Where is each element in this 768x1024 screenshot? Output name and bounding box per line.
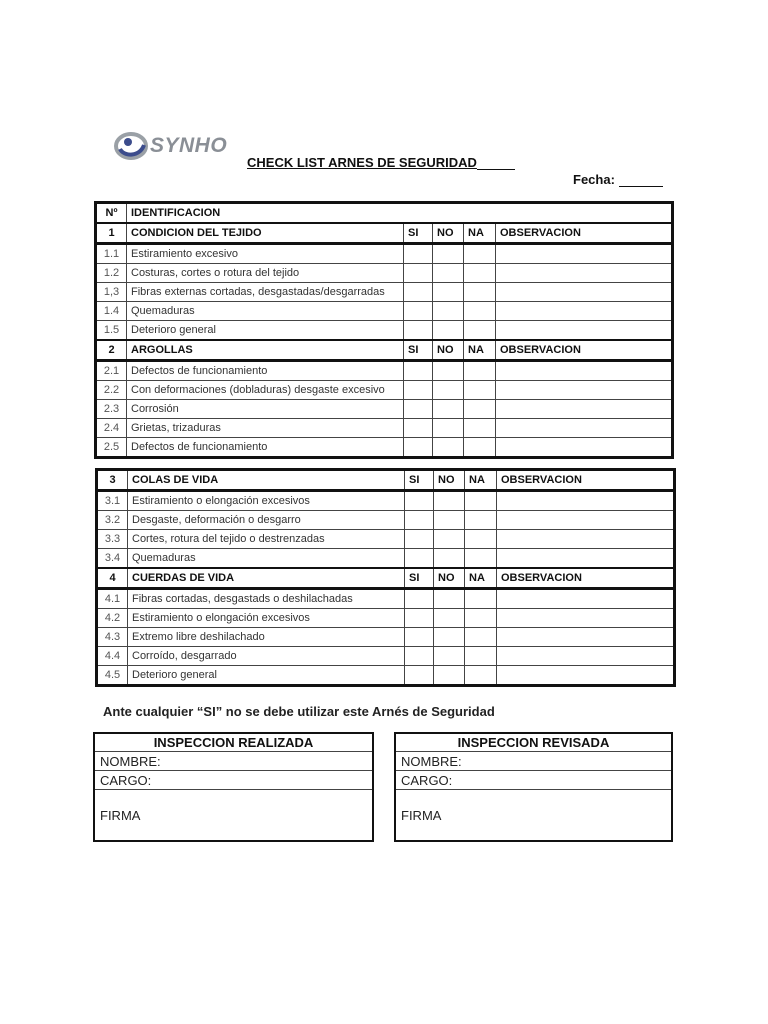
column-header-observacion: OBSERVACION: [497, 470, 675, 491]
item-number: 2.5: [96, 438, 127, 458]
item-description: Deterioro general: [127, 321, 404, 341]
item-no-cell[interactable]: [434, 666, 465, 686]
checklist-item-row: [96, 302, 673, 321]
item-no-cell[interactable]: [434, 589, 465, 609]
item-na-cell[interactable]: [465, 511, 497, 530]
checklist-item-row: [97, 589, 675, 609]
item-observation-cell[interactable]: [497, 647, 675, 666]
item-description: Corroído, desgarrado: [128, 647, 405, 666]
section-header-row: [96, 340, 673, 361]
section-number: 4: [97, 568, 128, 589]
brand-name: SYNHO: [150, 134, 228, 157]
item-no-cell[interactable]: [434, 628, 465, 647]
item-na-cell[interactable]: [464, 381, 496, 400]
checklist-item-row: [97, 666, 675, 686]
item-no-cell[interactable]: [433, 321, 464, 341]
item-si-cell[interactable]: [404, 438, 433, 458]
section-number: 2: [96, 340, 127, 361]
item-number: 1.5: [96, 321, 127, 341]
item-observation-cell[interactable]: [496, 302, 673, 321]
item-description: Quemaduras: [127, 302, 404, 321]
inspection-reviewed-title: INSPECCION REVISADA: [395, 733, 672, 752]
item-na-cell[interactable]: [464, 302, 496, 321]
column-header-no: NO: [434, 470, 465, 491]
checklist-item-row: [96, 321, 673, 341]
item-number: 4.3: [97, 628, 128, 647]
identification-row: [96, 203, 673, 224]
item-no-cell[interactable]: [434, 530, 465, 549]
checklist-item-row: [96, 244, 673, 264]
item-si-cell[interactable]: [404, 283, 433, 302]
item-observation-cell[interactable]: [496, 321, 673, 341]
item-si-cell[interactable]: [404, 264, 433, 283]
item-description: Deterioro general: [128, 666, 405, 686]
item-si-cell[interactable]: [405, 511, 434, 530]
page-title: CHECK LIST ARNES DE SEGURIDAD: [247, 155, 515, 170]
item-no-cell[interactable]: [433, 400, 464, 419]
item-no-cell[interactable]: [434, 491, 465, 511]
item-observation-cell[interactable]: [496, 400, 673, 419]
item-number: 1.2: [96, 264, 127, 283]
column-header-na: NA: [465, 470, 497, 491]
item-si-cell[interactable]: [404, 302, 433, 321]
item-observation-cell[interactable]: [496, 244, 673, 264]
item-si-cell[interactable]: [405, 628, 434, 647]
item-observation-cell[interactable]: [497, 609, 675, 628]
checklist-item-row: [97, 549, 675, 569]
item-description: Fibras cortadas, desgastads o deshilachadas: [128, 589, 405, 609]
item-si-cell[interactable]: [405, 530, 434, 549]
item-number: 2.3: [96, 400, 127, 419]
checklist-item-row: [97, 530, 675, 549]
item-description: Desgaste, deformación o desgarro: [128, 511, 405, 530]
item-si-cell[interactable]: [404, 244, 433, 264]
item-observation-cell[interactable]: [496, 419, 673, 438]
item-si-cell[interactable]: [405, 491, 434, 511]
inspection-performed-role-field[interactable]: CARGO:: [94, 771, 373, 790]
number-header: Nº: [96, 203, 127, 224]
inspection-performed-signature-field[interactable]: FIRMA: [100, 807, 141, 823]
item-number: 3.2: [97, 511, 128, 530]
checklist-item-row: [97, 628, 675, 647]
section-title: CONDICION DEL TEJIDO: [127, 223, 404, 244]
item-si-cell[interactable]: [404, 419, 433, 438]
inspection-reviewed-signature-field[interactable]: FIRMA: [401, 807, 442, 823]
item-no-cell[interactable]: [433, 264, 464, 283]
item-na-cell[interactable]: [465, 589, 497, 609]
inspection-performed-title: INSPECCION REALIZADA: [94, 733, 373, 752]
item-na-cell[interactable]: [465, 530, 497, 549]
item-description: Estiramiento o elongación excesivos: [128, 491, 405, 511]
item-no-cell[interactable]: [433, 244, 464, 264]
checklist-item-row: [96, 381, 673, 400]
item-no-cell[interactable]: [434, 647, 465, 666]
item-na-cell[interactable]: [464, 321, 496, 341]
inspection-performed-box: [93, 732, 374, 842]
item-si-cell[interactable]: [405, 666, 434, 686]
identification-header: IDENTIFICACION: [127, 203, 673, 224]
checklist-item-row: [96, 438, 673, 458]
column-header-observacion: OBSERVACION: [497, 568, 675, 589]
item-description: Cortes, rotura del tejido o destrenzadas: [128, 530, 405, 549]
column-header-si: SI: [404, 340, 433, 361]
item-number: 4.4: [97, 647, 128, 666]
column-header-observacion: OBSERVACION: [496, 223, 673, 244]
checklist-item-row: [97, 511, 675, 530]
item-na-cell[interactable]: [464, 283, 496, 302]
usage-warning-note: Ante cualquier “SI” no se debe utilizar este Arnés de Seguridad: [103, 704, 495, 719]
item-observation-cell[interactable]: [497, 666, 675, 686]
column-header-na: NA: [465, 568, 497, 589]
item-na-cell[interactable]: [464, 438, 496, 458]
item-number: 3.1: [97, 491, 128, 511]
item-number: 4.1: [97, 589, 128, 609]
item-observation-cell[interactable]: [496, 264, 673, 283]
item-observation-cell[interactable]: [497, 628, 675, 647]
item-observation-cell[interactable]: [497, 549, 675, 569]
item-description: Fibras externas cortadas, desgastadas/desgarradas: [127, 283, 404, 302]
item-observation-cell[interactable]: [497, 589, 675, 609]
company-logo: [114, 130, 227, 162]
section-number: 1: [96, 223, 127, 244]
item-si-cell[interactable]: [404, 361, 433, 381]
inspection-reviewed-role-field[interactable]: CARGO:: [395, 771, 672, 790]
item-no-cell[interactable]: [433, 438, 464, 458]
item-no-cell[interactable]: [433, 302, 464, 321]
item-description: Defectos de funcionamiento: [127, 438, 404, 458]
column-header-si: SI: [405, 470, 434, 491]
date-field: [573, 172, 663, 187]
item-na-cell[interactable]: [465, 609, 497, 628]
item-number: 2.2: [96, 381, 127, 400]
item-no-cell[interactable]: [434, 511, 465, 530]
checklist-table-2: [95, 468, 676, 687]
checklist-item-row: [97, 491, 675, 511]
checklist-item-row: [96, 361, 673, 381]
item-observation-cell[interactable]: [496, 438, 673, 458]
item-description: Grietas, trizaduras: [127, 419, 404, 438]
section-header-row: [97, 470, 675, 491]
item-no-cell[interactable]: [433, 381, 464, 400]
checklist-item-row: [96, 264, 673, 283]
checklist-table-1: [94, 201, 674, 459]
section-number: 3: [97, 470, 128, 491]
item-si-cell[interactable]: [405, 549, 434, 569]
item-number: 1,3: [96, 283, 127, 302]
item-description: Extremo libre deshilachado: [128, 628, 405, 647]
item-no-cell[interactable]: [433, 283, 464, 302]
item-description: Con deformaciones (dobladuras) desgaste excesivo: [127, 381, 404, 400]
checklist-item-row: [96, 419, 673, 438]
column-header-si: SI: [404, 223, 433, 244]
column-header-si: SI: [405, 568, 434, 589]
section-title: COLAS DE VIDA: [128, 470, 405, 491]
item-number: 4.2: [97, 609, 128, 628]
item-si-cell[interactable]: [404, 381, 433, 400]
item-description: Corrosión: [127, 400, 404, 419]
item-number: 3.4: [97, 549, 128, 569]
item-si-cell[interactable]: [405, 647, 434, 666]
checklist-item-row: [96, 400, 673, 419]
item-na-cell[interactable]: [464, 419, 496, 438]
item-number: 2.1: [96, 361, 127, 381]
inspection-reviewed-name-field[interactable]: NOMBRE:: [395, 752, 672, 771]
section-title: CUERDAS DE VIDA: [128, 568, 405, 589]
inspection-performed-name-field[interactable]: NOMBRE:: [94, 752, 373, 771]
checklist-item-row: [97, 609, 675, 628]
item-si-cell[interactable]: [405, 589, 434, 609]
item-na-cell[interactable]: [465, 666, 497, 686]
item-number: 2.4: [96, 419, 127, 438]
item-na-cell[interactable]: [464, 361, 496, 381]
item-si-cell[interactable]: [404, 400, 433, 419]
item-observation-cell[interactable]: [497, 491, 675, 511]
item-no-cell[interactable]: [433, 419, 464, 438]
item-observation-cell[interactable]: [497, 511, 675, 530]
item-number: 4.5: [97, 666, 128, 686]
item-observation-cell[interactable]: [496, 381, 673, 400]
checklist-item-row: [96, 283, 673, 302]
item-na-cell[interactable]: [465, 549, 497, 569]
item-observation-cell[interactable]: [497, 530, 675, 549]
item-description: Defectos de funcionamiento: [127, 361, 404, 381]
section-header-row: [97, 568, 675, 589]
item-description: Estiramiento o elongación excesivos: [128, 609, 405, 628]
column-header-no: NO: [433, 223, 464, 244]
item-si-cell[interactable]: [405, 609, 434, 628]
item-na-cell[interactable]: [464, 264, 496, 283]
column-header-no: NO: [434, 568, 465, 589]
item-description: Estiramiento excesivo: [127, 244, 404, 264]
item-number: 1.4: [96, 302, 127, 321]
synho-logo-icon: [114, 131, 148, 161]
item-no-cell[interactable]: [434, 609, 465, 628]
item-description: Costuras, cortes o rotura del tejido: [127, 264, 404, 283]
item-na-cell[interactable]: [464, 400, 496, 419]
item-na-cell[interactable]: [465, 491, 497, 511]
item-na-cell[interactable]: [465, 628, 497, 647]
date-blank[interactable]: [619, 174, 663, 187]
column-header-na: NA: [464, 340, 496, 361]
item-observation-cell[interactable]: [496, 283, 673, 302]
item-na-cell[interactable]: [465, 647, 497, 666]
column-header-observacion: OBSERVACION: [496, 340, 673, 361]
checklist-item-row: [97, 647, 675, 666]
section-title: ARGOLLAS: [127, 340, 404, 361]
inspection-reviewed-box: [394, 732, 673, 842]
item-number: 1.1: [96, 244, 127, 264]
item-number: 3.3: [97, 530, 128, 549]
column-header-na: NA: [464, 223, 496, 244]
item-no-cell[interactable]: [433, 361, 464, 381]
column-header-no: NO: [433, 340, 464, 361]
item-no-cell[interactable]: [434, 549, 465, 569]
item-description: Quemaduras: [128, 549, 405, 569]
item-observation-cell[interactable]: [496, 361, 673, 381]
date-label: Fecha:: [573, 172, 615, 187]
section-header-row: [96, 223, 673, 244]
item-si-cell[interactable]: [404, 321, 433, 341]
item-na-cell[interactable]: [464, 244, 496, 264]
